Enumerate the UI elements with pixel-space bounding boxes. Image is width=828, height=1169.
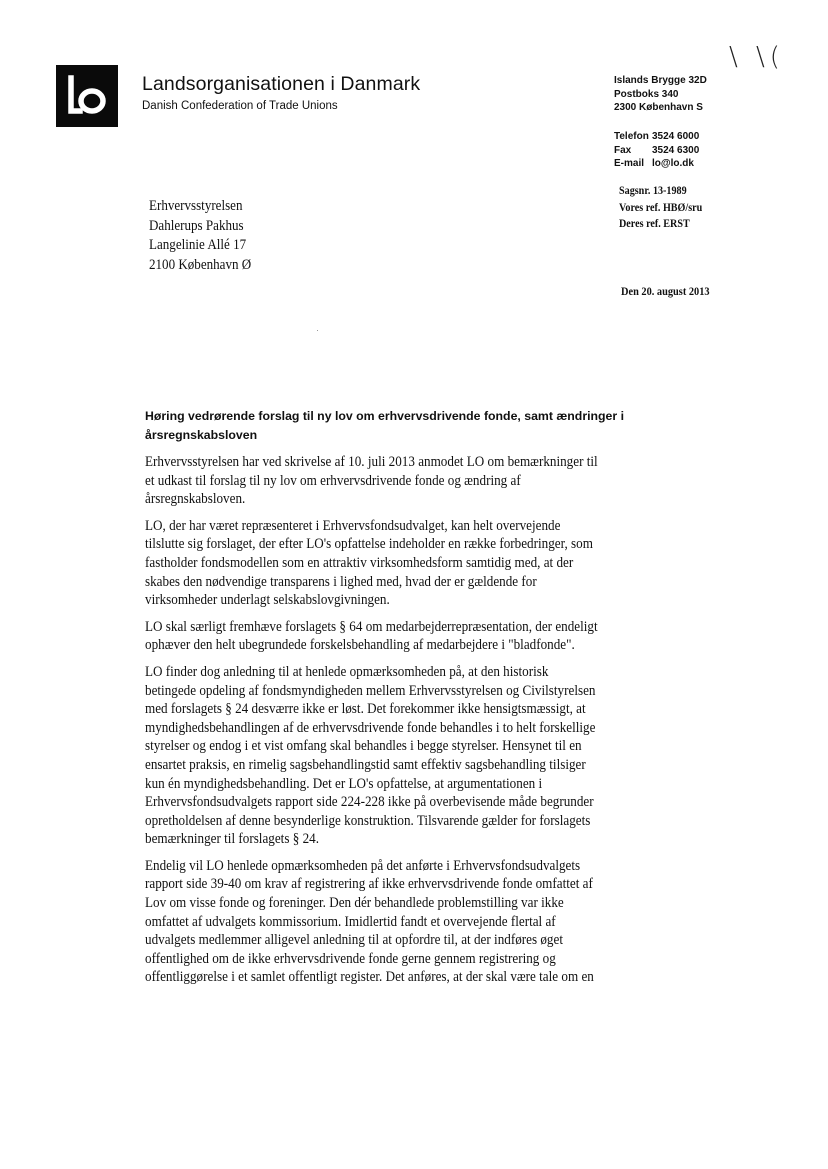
paragraph-line: offentlighed om de ikke erhvervsdrivende fonde gerne gennem registrering og: [145, 950, 556, 967]
contact-phone: [614, 130, 699, 144]
letter-date: Den 20. august 2013: [621, 286, 710, 298]
your-reference: Deres ref. ERST: [619, 218, 690, 230]
body-paragraph: [145, 517, 685, 610]
address-block: [614, 74, 707, 115]
paragraph-line: LO finder dog anledning til at henlede opmærksomheden på, at den historisk: [145, 663, 549, 680]
contact-value: lo@lo.dk: [652, 158, 694, 169]
paragraph-line: LO, der har været repræsenteret i Erhvervsfondsudvalget, kan helt overvejende: [145, 517, 561, 534]
contact-value: 3524 6000: [652, 131, 700, 142]
address-line: Postboks 340: [614, 88, 679, 100]
paragraph-line: et udkast til forslag til ny lov om erhvervsdrivende fonde og ændring af: [145, 472, 521, 489]
contact-label: E-mail: [614, 158, 645, 169]
org-name: Landsorganisationen i Danmark: [142, 73, 421, 95]
contact-label: Fax: [614, 144, 632, 156]
body-paragraph: [145, 453, 685, 509]
address-line: 2300 København S: [614, 102, 703, 113]
handwritten-mark: \ \(: [729, 42, 785, 72]
paragraph-line: udvalgets medlemmer alligevel anledning til at opfordre til, at der indføres øget: [145, 932, 563, 949]
recipient-line: 2100 København Ø: [149, 256, 252, 273]
body-paragraph: [145, 857, 685, 987]
paragraph-line: styrelser og endog i et vist omfang skal behandles i begge styrelser. Hensynet til en: [145, 738, 582, 755]
paragraph-line: myndighedsbehandlingen af de erhvervsdrivende fonde behandles i to helt forskellige: [145, 719, 596, 736]
paragraph-line: Erhvervsstyrelsen har ved skrivelse af 10. juli 2013 anmodet LO om bemærkninger til: [145, 454, 598, 470]
paragraph-line: tilslutte sig forslaget, der efter LO's opfattelse indeholder en række forbedringer, som: [145, 536, 593, 553]
scan-speck: [317, 330, 318, 331]
paragraph-line: opretholdelsen af denne besynderlige konstruktion. Tilsvarende gælder for forslagets: [145, 812, 591, 829]
address-line: Islands Brygge 32D: [614, 75, 707, 86]
body-paragraph: [145, 663, 685, 849]
paragraph-line: LO skal særligt fremhæve forslagets § 64 om medarbejderrepræsentation, der endeligt: [145, 618, 598, 635]
reference-block: [619, 183, 702, 233]
paragraph-line: skabes den nødvendige transparens i lighed med, hvad der er gældende for: [145, 573, 537, 590]
paragraph-line: fastholder fondsmodellen som en attraktiv virksomhedsform samtidig med, at der: [145, 554, 574, 571]
paragraph-line: omfattet af udvalgets kommissorium. Imidlertid fandt et overvejende flertal af: [145, 913, 556, 930]
paragraph-line: kun én myndighedsbehandling. Det er LO's opfattelse, at argumentationen i: [145, 775, 543, 792]
paragraph-line: virksomheder underlagt selskabslovgivningen.: [145, 592, 390, 609]
paragraph-line: årsregnskabsloven.: [145, 491, 246, 508]
body-paragraph: [145, 618, 685, 655]
recipient-address: [149, 197, 251, 275]
paragraph-line: ensartet praksis, en rimelig sagsbehandlingstid samt effektiv sagsbehandling tilsiger: [145, 756, 586, 773]
paragraph-line: rapport side 39-40 om krav af registrering af ikke erhvervsdrivende fonde omfattet af: [145, 876, 593, 893]
letter-body: [145, 453, 685, 995]
paragraph-line: offentliggørelse i et samlet offentligt register. Det anføres, at der skal være tale om en: [145, 969, 594, 986]
contact-fax: [614, 144, 699, 158]
contact-block: [614, 130, 699, 171]
lo-logo-mark: [56, 65, 118, 127]
paragraph-line: Erhvervsfondsudvalgets rapport side 224-228 ikke på overbevisende måde begrunder: [145, 794, 594, 811]
recipient-line: Dahlerups Pakhus: [149, 217, 244, 234]
paragraph-line: med forslagets § 24 desværre ikke er løst. Det forekommer ikke hensigtsmæssigt, at: [145, 701, 586, 718]
paragraph-line: Endelig vil LO henlede opmærksomheden på det anførte i Erhvervsfondsudvalgets: [145, 857, 581, 874]
contact-label: Telefon: [614, 131, 649, 142]
paragraph-line: ophæver den helt ubegrundede forskelsbehandling af medarbejdere i "bladfonde".: [145, 637, 575, 654]
recipient-line: Langelinie Allé 17: [149, 237, 247, 253]
paragraph-line: bemærkninger til forslagets § 24.: [145, 831, 320, 848]
paragraph-line: betingede opdeling af fondsmyndigheden mellem Erhvervsstyrelsen og Civilstyrelsen: [145, 682, 596, 699]
recipient-line: Erhvervsstyrelsen: [149, 198, 243, 214]
org-subtitle: Danish Confederation of Trade Unions: [142, 100, 338, 112]
contact-value: 3524 6300: [652, 144, 700, 156]
case-number: Sagsnr. 13-1989: [619, 185, 687, 197]
contact-email: [614, 157, 699, 171]
our-reference: Vores ref. HBØ/sru: [619, 201, 703, 214]
paragraph-line: Lov om visse fonde og foreninger. Den dér behandlede problemstilling var ikke: [145, 895, 564, 912]
lo-logo: [56, 65, 118, 127]
subject-heading: Høring vedrørende forslag til ny lov om erhvervsdrivende fonde, samt ændringer i årsregnskabsloven: [145, 409, 625, 442]
